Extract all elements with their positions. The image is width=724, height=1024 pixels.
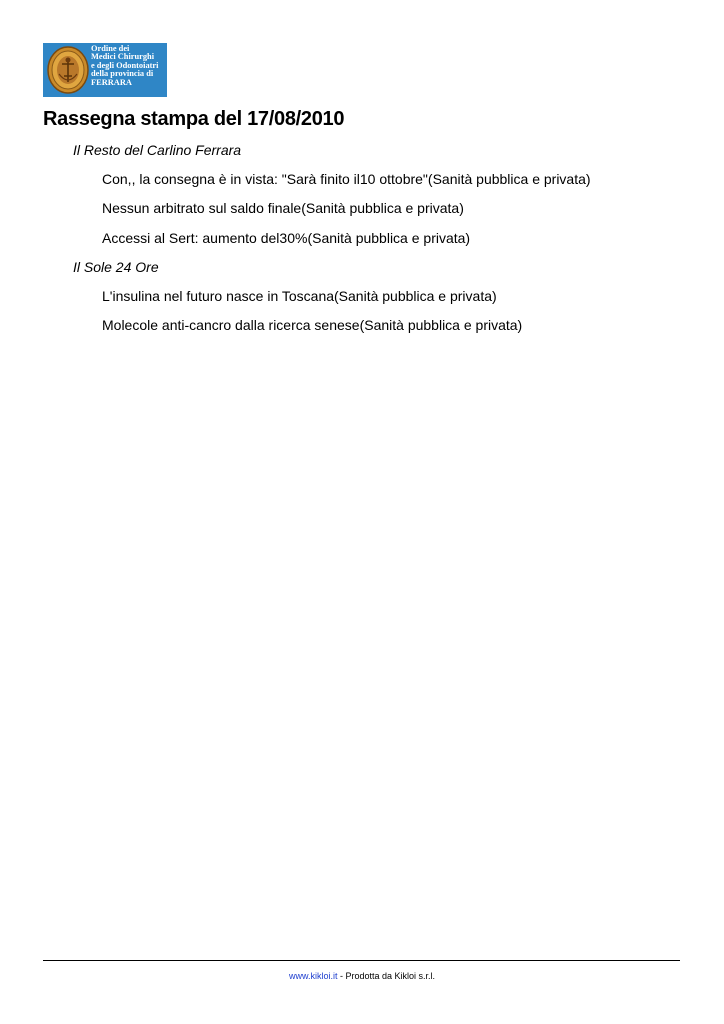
source-name: Il Resto del Carlino Ferrara <box>73 142 242 158</box>
footer-credit: - Prodotta da Kikloi s.r.l. <box>337 971 436 981</box>
footer-divider <box>43 960 680 961</box>
article-link[interactable]: Nessun arbitrato sul saldo finale(Sanità pubblica e privata) <box>102 200 464 216</box>
article-link[interactable]: Accessi al Sert: aumento del30%(Sanità pubblica e privata) <box>102 230 471 246</box>
article-link[interactable]: L'insulina nel futuro nasce in Toscana(Sanità pubblica e privata) <box>102 288 497 304</box>
source-name: Il Sole 24 Ore <box>73 259 159 275</box>
ordine-medici-logo <box>43 43 167 97</box>
logo-text: Ordine dei Medici Chirurghi e degli Odontoiatri della provincia di FERRARA <box>91 44 159 87</box>
kikloi-link[interactable]: www.kikloi.it <box>288 971 338 981</box>
footer <box>0 971 724 981</box>
medical-seal-icon <box>46 46 90 94</box>
page-title: Rassegna stampa del 17/08/2010 <box>43 108 345 130</box>
article-link[interactable]: Molecole anti-cancro dalla ricerca senese(Sanità pubblica e privata) <box>102 317 523 333</box>
article-link[interactable]: Con,, la consegna è in vista: "Sarà finito il10 ottobre"(Sanità pubblica e privata) <box>102 171 591 187</box>
